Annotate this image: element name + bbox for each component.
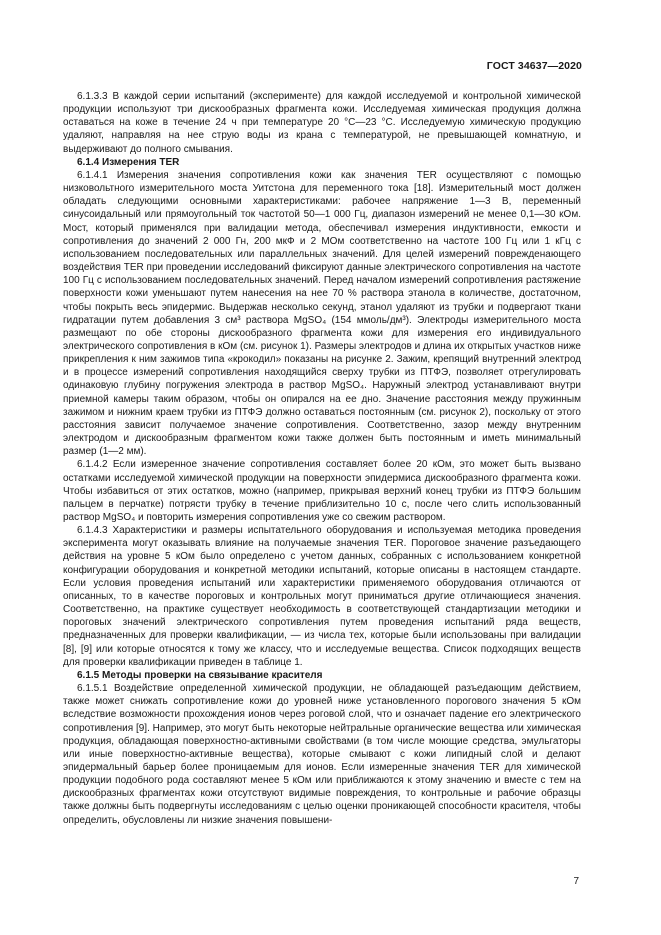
section-heading-6-1-5: 6.1.5 Методы проверки на связывание красителя — [77, 669, 323, 681]
standard-number: ГОСТ 34637—2020 — [486, 60, 582, 72]
paragraph-6-1-5-1: 6.1.5.1 Воздействие определенной химической продукции, не обладающей разъедающим действием, также может снижать сопротивление кожи до уровней ниже установленного порогового значения 5 кОм вследствие возможности прохождения ионов через роговой слой, что и означает падение его электрического сопротивления [9]. Например, это могут быть некоторые нейтральные органические вещества или химическая продукция, обладающая поверхностно-активными свойствами (в том числе моющие средства, эмульгаторы или иные поверхностно-активные вещества), которые смывают с кожи липидный слой и делают эпидермальный барьер более проницаемым для ионов. Если измеренные значения TER для химической продукции подобного рода составляют менее 5 кОм или приближаются к этому значению и вместе с тем на дискообразных фрагментах кожи отсутствуют видимые повреждения, то контрольные и рабочие образцы также должны быть подвергнуты исследованиям с целью оценки проникающей способности красителя, чтобы определить, обусловлены ли низкие значения повышени- — [63, 683, 581, 826]
body-text — [63, 90, 581, 827]
section-heading-6-1-4: 6.1.4 Измерения TER — [77, 156, 180, 168]
paragraph-6-1-4-1: 6.1.4.1 Измерения значения сопротивления кожи как значения TER осуществляют с помощью низковольтного измерительного моста Уитстона для переменного тока [18]. Измерительный мост должен обладать следующими основными характеристиками: рабочее напряжение 1—3 В, переменный синусоидальный или прямоугольный ток частотой 50—1 000 Гц, диапазон измерений не менее 0,1—30 кОм. Мост, который применялся при валидации метода, обеспечивал измерения индуктивности, емкости и сопротивления до значений 2 000 Гн, 200 мкФ и 2 МОм соответственно на частоте 100 Гц или 1 кГц с использованием последовательных или параллельных значений. Для целей измерений поврежденающего воздействия TER при проведении исследований фиксируют данные электрического сопротивления на частоте 100 Гц с использованием последовательных значений. Перед началом измерений сопротивления растяжение поверхности кожи уменьшают путем нанесения на нее 70 % раствора этанола в количестве, достаточном, чтобы покрыть весь эпидермис. Выдержав несколько секунд, этанол удаляют из трубки и подвергают ткани гидратации путем добавления 3 см³ раствора MgSO₄ (154 ммоль/дм³). Электроды измерительного моста размещают по обе стороны дискообразного фрагмента кожи для измерения его индивидуального электрического сопротивления в кОм (см. рисунок 1). Размеры электродов и длина их открытых участков ниже прикрепления к ним зажимов типа «крокодил» показаны на рисунке 2. Зажим, крепящий внутренний электрод и в процессе измерений сопротивления находящийся сверху трубки из ПТФЭ, позволяет отрегулировать одинаковую глубину погружения электрода в раствор MgSO₄. Наружный электрод устанавливают внутри приемной камеры таким образом, чтобы он опирался на ее дно. Значение расстояния между пружинным зажимом и нижним краем трубки из ПТФЭ должно оставаться постоянным (см. рисунок 2), поскольку от этого расстояния зависит получаемое значение сопротивления. Соответственно, зазор между внутренним электродом и дискообразным фрагментом кожи также должен быть постоянным и иметь минимальный размер (1—2 мм). — [63, 169, 581, 458]
paragraph-6-1-4-3: 6.1.4.3 Характеристики и размеры испытательного оборудования и используемая методика проведения эксперимента могут оказывать влияние на получаемые значения TER. Пороговое значение разъедающего действия на уровне 5 кОм было определено с учетом данных, собранных с использованием конкретной конфигурации оборудования и конкретной методики испытаний, которые описаны в настоящем стандарте. Если условия проведения испытаний или характеристики применяемого оборудования отличаются от описанных, то в качестве пороговых и контрольных могут приниматься другие отличающиеся значения. Соответственно, на практике существует необходимость в соответствующей стандартизации методики и пороговых значений электрического сопротивления путем проведения испытаний ряда веществ, предназначенных для проверки квалификации, — из числа тех, которые были использованы при валидации [8], [9] или которые относятся к тому же классу, что и исследуемые вещества. Список подходящих веществ для проверки квалификации приведен в таблице 1. — [63, 525, 581, 668]
paragraph-6-1-4-2: 6.1.4.2 Если измеренное значение сопротивления составляет более 20 кОм, это может быть вызвано остатками исследуемой химической продукции на поверхности эпидермиса дискообразного фрагмента кожи. Чтобы избавиться от этих остатков, можно (например, прикрывая верхний конец трубки из ПТФЭ большим пальцем в перчатке) потрясти трубку в течение приблизительно 10 с, после чего слить использованный раствор MgSO₄ и повторить измерения сопротивления уже со свежим раствором. — [63, 459, 581, 523]
page-number: 7 — [573, 876, 579, 887]
paragraph-6-1-3-3: 6.1.3.3 В каждой серии испытаний (эксперименте) для каждой исследуемой и контрольной химической продукции используют три дискообразных фрагмента кожи. Исследуемая химическая продукция должна оставаться на коже в течение 24 ч при температуре 20 °С—23 °С. Исследуемую химическую продукцию удаляют, направляя на нее струю воды из крана с температурой, не превышающей комнатную, и выдерживают до полного смывания. — [63, 91, 581, 155]
